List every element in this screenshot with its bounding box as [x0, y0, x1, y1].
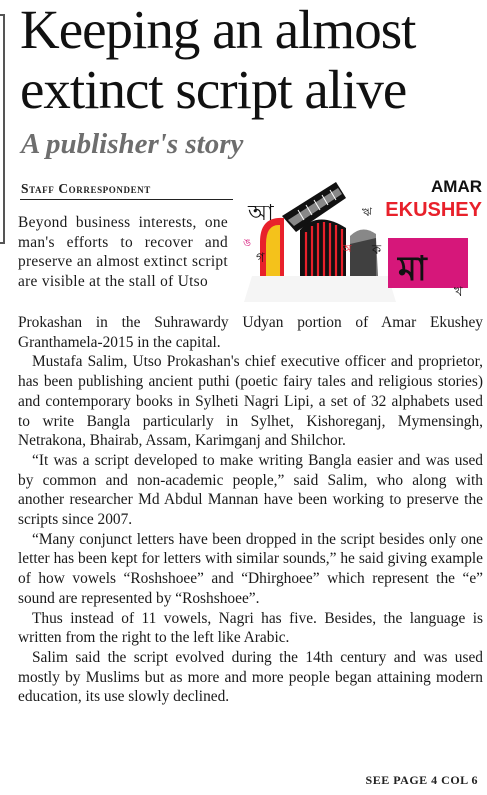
paragraph: Thus instead of 11 vowels, Nagri has five. Besides, the language is written from the right to the left like Arabic. — [18, 609, 483, 647]
paragraph: Prokashan in the Suhrawardy Udyan portion of Amar Ekushey Granthamela-2015 in the capital. — [18, 314, 483, 351]
article-body — [18, 313, 483, 707]
headline: Keeping an almost extinct script alive — [20, 0, 416, 120]
amar-ekushey-logo — [238, 176, 484, 304]
continuation-link[interactable]: SEE PAGE 4 COL 6 — [365, 773, 478, 787]
paragraph: Mustafa Salim, Utso Prokashan's chief executive officer and proprietor, has been publishing ancient puthi (poetic fairy tales and religious stories) and contemporary books in Sylheti Nagri Lipi, a set of 32 alphabets used to write Bangla particularly in Sylhet, Kishoreganj, Mymensingh, Netrakona, Bhairab, Assam, Karimganj and Shilchor. — [18, 353, 483, 450]
byline-rule — [20, 199, 233, 200]
logo-letter: ঋ — [362, 205, 372, 219]
logo-letter: ক — [372, 243, 382, 258]
subheadline: A publisher's story — [21, 128, 244, 160]
logo-letter: মা — [398, 249, 427, 289]
logo-letter: ঙ — [243, 236, 252, 249]
paragraph: “It was a script developed to make writing Bangla easier and was used by common and non-academic people,” said Salim, who along with another researcher Md Abdul Mannan have been working to preserve the scripts since 2007. — [18, 451, 483, 529]
article-lead-wrapped — [18, 213, 228, 292]
logo-title-line2: EKUSHEY — [385, 199, 482, 221]
byline: Staff Correspondent — [21, 181, 151, 196]
logo-title-line1: AMAR — [431, 177, 482, 196]
logo-letter: আ — [248, 201, 274, 226]
column-rule — [0, 14, 5, 244]
paragraph: “Many conjunct letters have been dropped in the script besides only one letter has been kept for letters with similar sounds,” he said giving example of how vowels “Roshshoee” and “Dhirghoee” which represent the “e” sound are represented by “Roshshoee”. — [18, 530, 483, 607]
logo-letter: গ — [256, 251, 265, 266]
logo-letter: অ — [342, 242, 352, 255]
paragraph: Salim said the script evolved during the 14th century and was used mostly by Muslims but as more and more people began attaining modern education, its use slowly declined. — [18, 648, 483, 706]
paragraph: Beyond business interests, one man's efforts to recover and preserve an almost extinct script are visible at the stall of Utso — [18, 214, 228, 291]
logo-letter: খ — [454, 285, 463, 300]
